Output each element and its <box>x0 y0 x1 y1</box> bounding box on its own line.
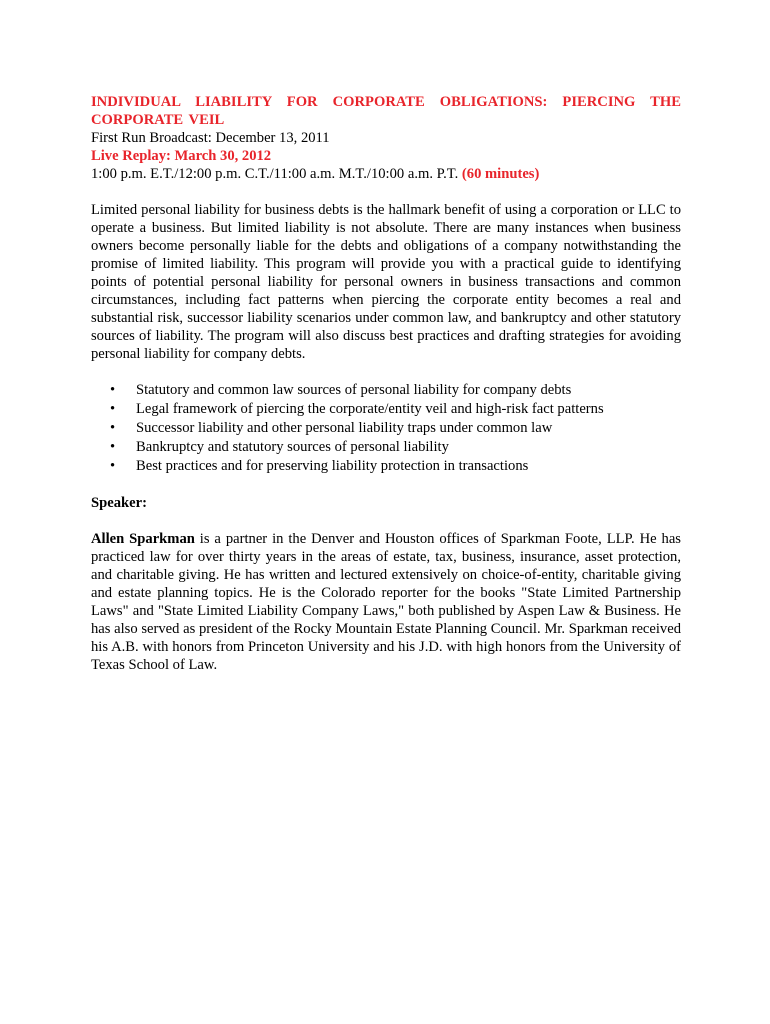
document-page <box>91 93 681 674</box>
bullet-icon: • <box>110 458 116 474</box>
program-title-line-2: CORPORATE VEIL <box>91 112 225 128</box>
list-item <box>110 457 681 476</box>
bullet-icon: • <box>110 439 116 455</box>
list-item <box>110 381 681 400</box>
list-item-text: Statutory and common law sources of personal liability for company debts <box>136 382 572 398</box>
list-item <box>110 419 681 438</box>
broadcast-times <box>91 165 681 183</box>
first-run-broadcast: First Run Broadcast: December 13, 2011 <box>91 130 330 146</box>
live-replay-date: Live Replay: March 30, 2012 <box>91 148 272 164</box>
bullet-icon: • <box>110 401 116 417</box>
program-description: Limited personal liability for business debts is the hallmark benefit of using a corporation or LLC to operate a business. But limited liability is not absolute. There are many instances when business owners become personally liable for the debts and obligations of a company notwithstanding the promise of limited liability. This program will provide you with a practical guide to identifying points of potential personal liability for personal owners in business transactions and common circumstances, including fact patterns when piercing the corporate entity becomes a real and substantial risk, successor liability scenarios under common law, and bankruptcy and other statutory sources of liability. The program will also discuss best practices and drafting strategies for avoiding personal liability for company debts. <box>91 202 681 362</box>
bullet-icon: • <box>110 382 116 398</box>
program-title-line-1: INDIVIDUAL LIABILITY FOR CORPORATE OBLIGATIONS: PIERCING THE <box>91 94 681 110</box>
program-duration: (60 minutes) <box>461 166 540 182</box>
broadcast-time-zones: 1:00 p.m. E.T./12:00 p.m. C.T./11:00 a.m. M.T./10:00 a.m. P.T. <box>91 166 459 182</box>
list-item <box>110 438 681 457</box>
speaker-heading: Speaker: <box>91 495 147 511</box>
speaker-bio <box>91 530 681 674</box>
list-item-text: Successor liability and other personal liability traps under common law <box>136 420 553 436</box>
speaker-bio-text: is a partner in the Denver and Houston offices of Sparkman Foote, LLP. He has practiced law for over thirty years in the areas of estate, tax, business, insurance, asset protection, and charitable giving. He has written and lectured extensively on choice-of-entity, charitable giving and estate planning topics. He is the Colorado reporter for the books "State Limited Partnership Laws" and "State Limited Liability Company Laws," both published by Aspen Law & Business. He has also served as president of the Rocky Mountain Estate Planning Council. Mr. Sparkman received his A.B. with honors from Princeton University and his J.D. with high honors from the University of Texas School of Law. <box>91 531 681 673</box>
speaker-name: Allen Sparkman <box>91 531 195 547</box>
list-item-text: Best practices and for preserving liability protection in transactions <box>136 458 529 474</box>
list-item <box>110 400 681 419</box>
bullet-icon: • <box>110 420 116 436</box>
list-item-text: Bankruptcy and statutory sources of personal liability <box>136 439 449 455</box>
program-title <box>91 93 681 129</box>
topic-list <box>91 381 681 476</box>
list-item-text: Legal framework of piercing the corporate/entity veil and high-risk fact patterns <box>136 401 604 417</box>
